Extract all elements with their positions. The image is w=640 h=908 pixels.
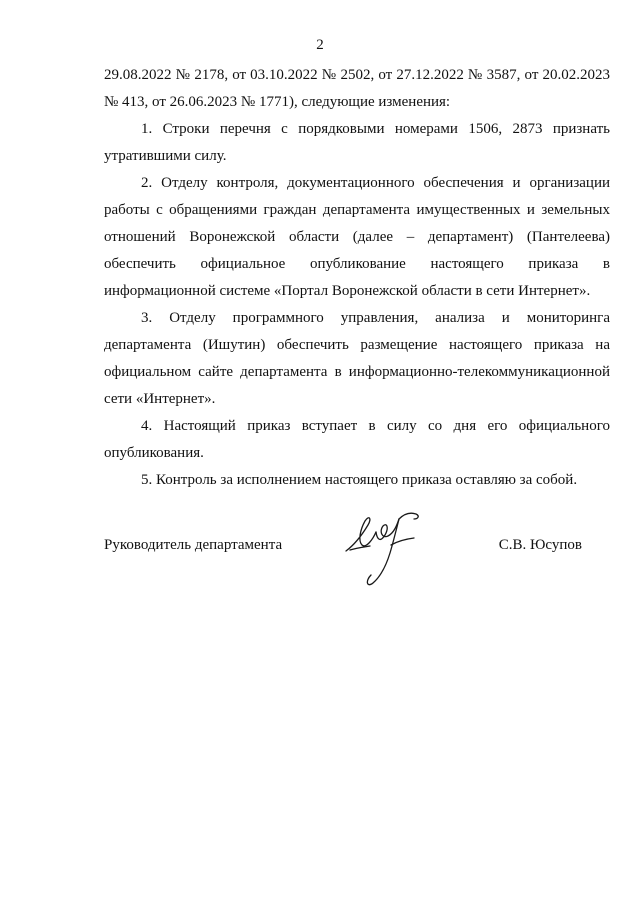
paragraph-continuation: 29.08.2022 № 2178, от 03.10.2022 № 2502, от 27.12.2022 № 3587, от 20.02.2023 № 413, от 26.06.2023 № 1771), следующие изменения:: [104, 67, 610, 110]
handwritten-signature-icon: [336, 505, 432, 595]
signature-block: [104, 505, 610, 605]
paragraph-item-4: 4. Настоящий приказ вступает в силу со дня его официального опубликования.: [104, 418, 610, 461]
paragraph-item-3: 3. Отделу программного управления, анализа и мониторинга департамента (Ишутин) обеспечить размещение настоящего приказа на официальном сайте департамента в информационно-телекоммуникационной сети «Интернет».: [104, 310, 610, 407]
page-number: 2: [316, 37, 324, 53]
paragraph-item-1: 1. Строки перечня с порядковыми номерами 1506, 2873 признать утратившими силу.: [104, 121, 610, 164]
signatory-position: Руководитель департамента: [104, 537, 283, 553]
signatory-name: С.В. Юсупов: [498, 537, 582, 553]
document-body: [104, 62, 610, 494]
paragraph-item-2: 2. Отделу контроля, документационного обеспечения и организации работы с обращениями граждан департамента имущественных и земельных отношений Воронежской области (далее – департамент) (Пантелеева) обеспечить официальное опубликование настоящего приказа в информационной системе «Портал Воронежской области в сети Интернет».: [104, 175, 610, 299]
paragraph-item-5: 5. Контроль за исполнением настоящего приказа оставляю за собой.: [141, 472, 578, 488]
